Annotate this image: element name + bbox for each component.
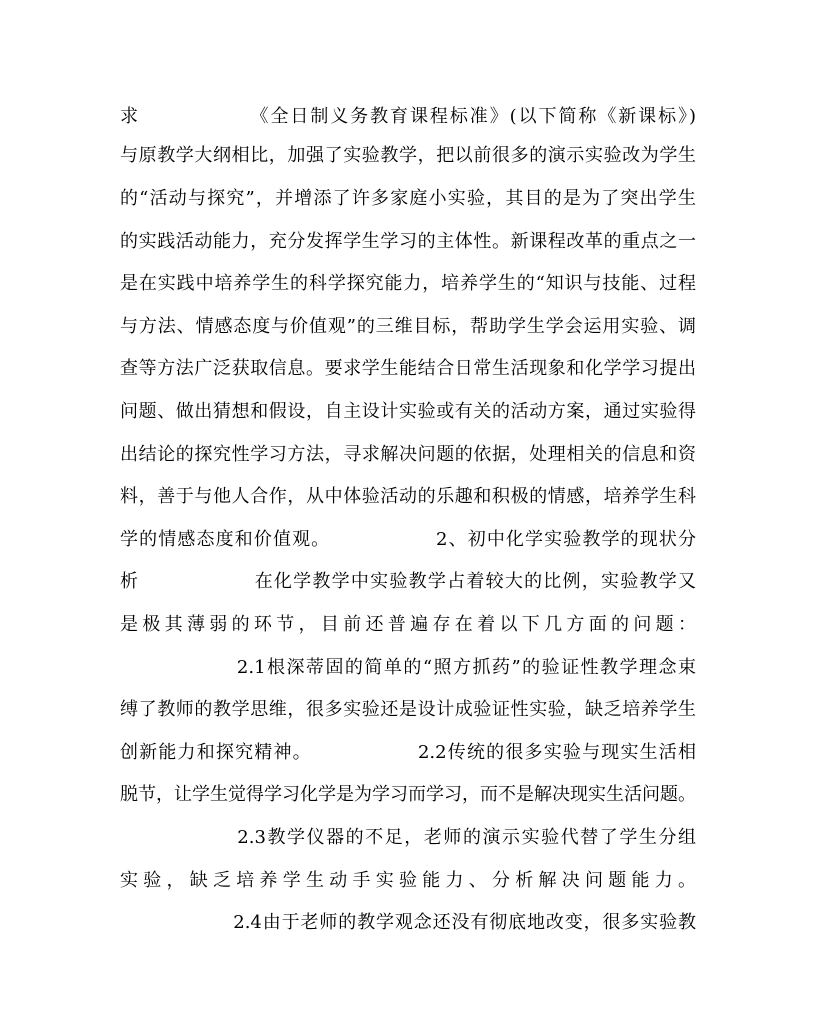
text-line: 出结论的探究性学习方法，寻求解决问题的依据，处理相关的信息和资 [120,444,696,465]
text-line: 2.4由于老师的教学观念还没有彻底地改变，很多实验教 [120,912,696,933]
text-line: 料，善于与他人合作，从中体验活动的乐趣和积极的情感，培养学生科 [120,486,696,507]
text-line: 查等方法广泛获取信息。要求学生能结合日常生活现象和化学学习提出 [120,358,696,379]
text-line: 创新能力和探究精神。 2.2传统的很多实验与现实生活相 [120,742,696,763]
text-line: 的实践活动能力，充分发挥学生学习的主体性。新课程改革的重点之一 [120,231,696,252]
text-line: 是在实践中培养学生的科学探究能力，培养学生的“知识与技能、过程 [120,273,696,294]
text-line: 2.1根深蒂固的简单的“照方抓药”的验证性教学理念束 [120,657,696,678]
text-line: 2.3教学仪器的不足，老师的演示实验代替了学生分组 [120,827,696,848]
text-line: 与方法、情感态度与价值观”的三维目标，帮助学生学会运用实验、调 [120,316,696,337]
text-line: 缚了教师的教学思维，很多实验还是设计成验证性实验，缺乏培养学生 [120,699,696,720]
text-line: 析 在化学教学中实验教学占着较大的比例，实验教学又 [120,571,696,592]
text-line: 的“活动与探究”，并增添了许多家庭小实验，其目的是为了突出学生 [120,188,696,209]
text-line: 脱节，让学生觉得学习化学是为学习而学习，而不是解决现实生活问题。 [120,784,696,805]
text-line: 问题、做出猜想和假设，自主设计实验或有关的活动方案，通过实验得 [120,401,696,422]
text-line: 与原教学大纲相比，加强了实验教学，把以前很多的演示实验改为学生 [120,145,696,166]
text-line: 求 《全日制义务教育课程标准》(以下简称《新课标》) [120,106,696,127]
text-line: 学的情感态度和价值观。 2、初中化学实验教学的现状分 [120,529,696,550]
text-line: 实验，缺乏培养学生动手实验能力、分析解决问题能力。 [120,870,696,891]
text-line: 是极其薄弱的环节，目前还普遍存在着以下几方面的问题： [120,614,696,635]
